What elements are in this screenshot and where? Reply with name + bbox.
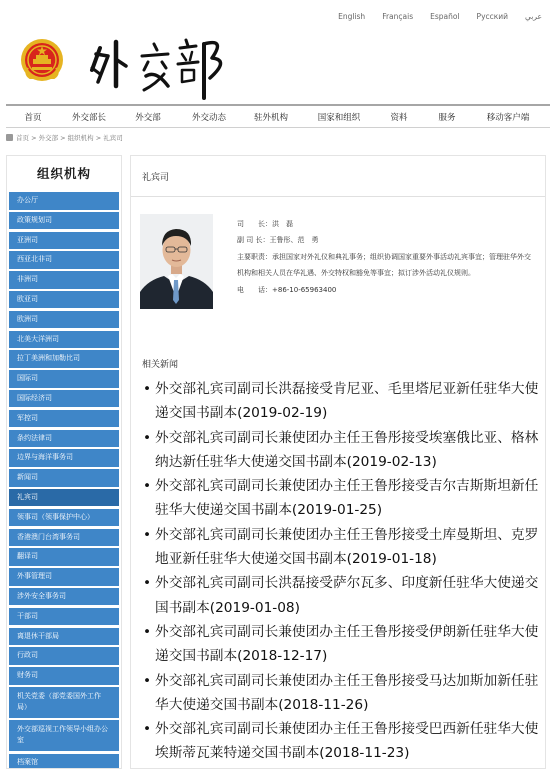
sidebar-item[interactable]: 欧亚司 [9,291,119,309]
news-item[interactable] [143,377,543,426]
phone-row [237,282,537,298]
news-item[interactable] [143,474,543,523]
sidebar-title: 组织机构 [36,166,91,181]
bullet-icon: • [143,672,152,689]
news-item[interactable] [143,426,543,475]
news-item[interactable] [143,717,543,766]
sidebar-item[interactable]: 国际经济司 [9,390,119,408]
page-title: 礼宾司 [142,173,170,183]
sidebar-item[interactable]: 领事司（领事保护中心） [9,509,119,527]
director-label: 司 长： [237,220,272,228]
news-link[interactable]: 外交部礼宾司副司长兼使团办主任王鲁彤接受吉尔吉斯斯坦新任驻华大使递交国书副本(2019-01-25) [155,478,539,519]
sidebar-item[interactable]: 礼宾司 [9,489,119,507]
news-item[interactable] [143,620,543,669]
news-link[interactable]: 外交部礼宾司副司长洪磊接受肯尼亚、毛里塔尼亚新任驻华大使递交国书副本(2019-02-19) [155,381,539,422]
related-news-heading: 相关新闻 [142,360,179,370]
nav-home[interactable]: 首页 [24,112,42,123]
bullet-icon: • [143,429,152,446]
bullet-icon: • [143,526,152,543]
nav-mobile-client[interactable]: 移动客户端 [486,112,530,123]
phone-number: +86-10-65963400 [272,285,337,294]
sidebar-list [7,192,121,769]
director-info [237,216,537,298]
breadcrumb [6,133,123,142]
sidebar-item[interactable]: 翻译司 [9,548,119,566]
sidebar-item[interactable]: 行政司 [9,647,119,665]
duty-label: 主要职责： [237,252,272,261]
nav-minister[interactable]: 外交部长 [71,112,106,123]
lang-english-link[interactable]: English [338,12,366,21]
nav-countries[interactable]: 国家和组织 [317,112,361,123]
sidebar-item[interactable]: 欧洲司 [9,311,119,329]
sidebar-item[interactable]: 新闻司 [9,469,119,487]
sidebar-item[interactable]: 国际司 [9,370,119,388]
national-emblem-icon [20,38,64,82]
sidebar-item[interactable]: 干部司 [9,608,119,626]
sidebar-item[interactable]: 档案馆 [9,754,119,769]
news-link[interactable]: 外交部礼宾司副司长兼使团办主任王鲁彤接受埃塞俄比亚、格林纳达新任驻华大使递交国书副本(2019-02-13) [155,429,539,470]
duty-text [237,249,537,282]
sidebar-item[interactable]: 西亚北非司 [9,251,119,269]
lang-spanish-link[interactable]: Español [430,12,460,21]
main-content [130,155,546,769]
sidebar-item[interactable]: 离退休干部局 [9,628,119,646]
duty-body: 承担国家对外礼仪和典礼事务；组织协调国家重要外事活动礼宾事宜；管理驻华外交机构和相关人员在华礼遇、外交特权和豁免等事宜；拟订涉外活动礼仪规则。 [237,252,531,278]
sidebar-item[interactable]: 外事管理司 [9,568,119,586]
home-icon[interactable] [6,134,13,141]
news-item[interactable] [143,571,543,620]
news-link[interactable]: 外交部礼宾司副司长兼使团办主任王鲁彤接受巴西新任驻华大使埃斯蒂瓦莱特递交国书副本(2018-11-23) [155,721,539,762]
sidebar-item[interactable]: 条约法律司 [9,430,119,448]
news-link[interactable]: 外交部礼宾司副司长洪磊接受萨尔瓦多、印度新任驻华大使递交国书副本(2019-01-08) [155,575,539,616]
nav-ministry[interactable]: 外交部 [135,112,161,123]
sidebar-item[interactable]: 边界与海洋事务司 [9,449,119,467]
sidebar-item[interactable]: 北美大洋洲司 [9,331,119,349]
news-item[interactable] [143,669,543,718]
bullet-icon: • [143,381,152,397]
sidebar-item[interactable]: 涉外安全事务司 [9,588,119,606]
title-divider [131,196,545,197]
nav-services[interactable]: 服务 [438,112,456,123]
sidebar-item[interactable]: 香港澳门台湾事务司 [9,529,119,547]
news-link[interactable]: 外交部礼宾司副司长兼使团办主任王鲁彤接受土库曼斯坦、克罗地亚新任驻华大使递交国书副本(2019-01-18) [155,526,539,568]
bullet-icon: • [143,575,152,592]
bullet-icon: • [143,623,152,640]
lang-french-link[interactable]: Français [382,12,414,21]
sidebar-item[interactable]: 财务司 [9,667,119,685]
sidebar-item[interactable]: 办公厅 [9,192,119,210]
nav-resources[interactable]: 资料 [390,112,408,123]
director-name: 洪 磊 [272,220,293,228]
deputy-names: 王鲁彤、范 勇 [269,236,319,245]
sidebar-item[interactable]: 非洲司 [9,271,119,289]
sidebar-item[interactable]: 政策规划司 [9,212,119,230]
breadcrumb-path[interactable]: 首页 > 外交部 > 组织机构 > 礼宾司 [16,134,123,142]
nav-activities[interactable]: 外交动态 [191,112,226,123]
bullet-icon: • [143,478,152,495]
lang-arabic-link[interactable]: عربي [525,12,542,21]
sidebar-item[interactable]: 外交部巡视工作领导小组办公室 [9,720,119,751]
nav-missions[interactable]: 驻外机构 [253,112,288,123]
deputy-label: 副 司 长： [237,236,270,245]
news-link[interactable]: 外交部礼宾司副司长兼使团办主任王鲁彤接受伊朗新任驻华大使递交国书副本(2018-12-17) [155,623,539,665]
related-news-list [143,377,543,766]
phone-label: 电 话： [237,285,272,294]
main-nav [6,104,550,128]
language-bar [321,12,542,21]
sidebar-item[interactable]: 军控司 [9,410,119,428]
news-link[interactable]: 外交部礼宾司副司长兼使团办主任王鲁彤接受马达加斯加新任驻华大使递交国书副本(2018-11-26) [155,672,539,713]
lang-russian-link[interactable]: Русский [476,12,509,21]
sidebar-item[interactable]: 机关党委（部党委国外工作局） [9,687,119,718]
news-item[interactable] [143,523,543,572]
bullet-icon: • [143,721,152,738]
site-logo[interactable] [86,26,236,102]
director-row [237,216,537,232]
sidebar-item[interactable]: 亚洲司 [9,232,119,250]
sidebar-item[interactable]: 拉丁美洲和加勒比司 [9,350,119,368]
sidebar [6,155,122,769]
deputy-row [237,232,537,248]
director-photo [140,214,213,309]
